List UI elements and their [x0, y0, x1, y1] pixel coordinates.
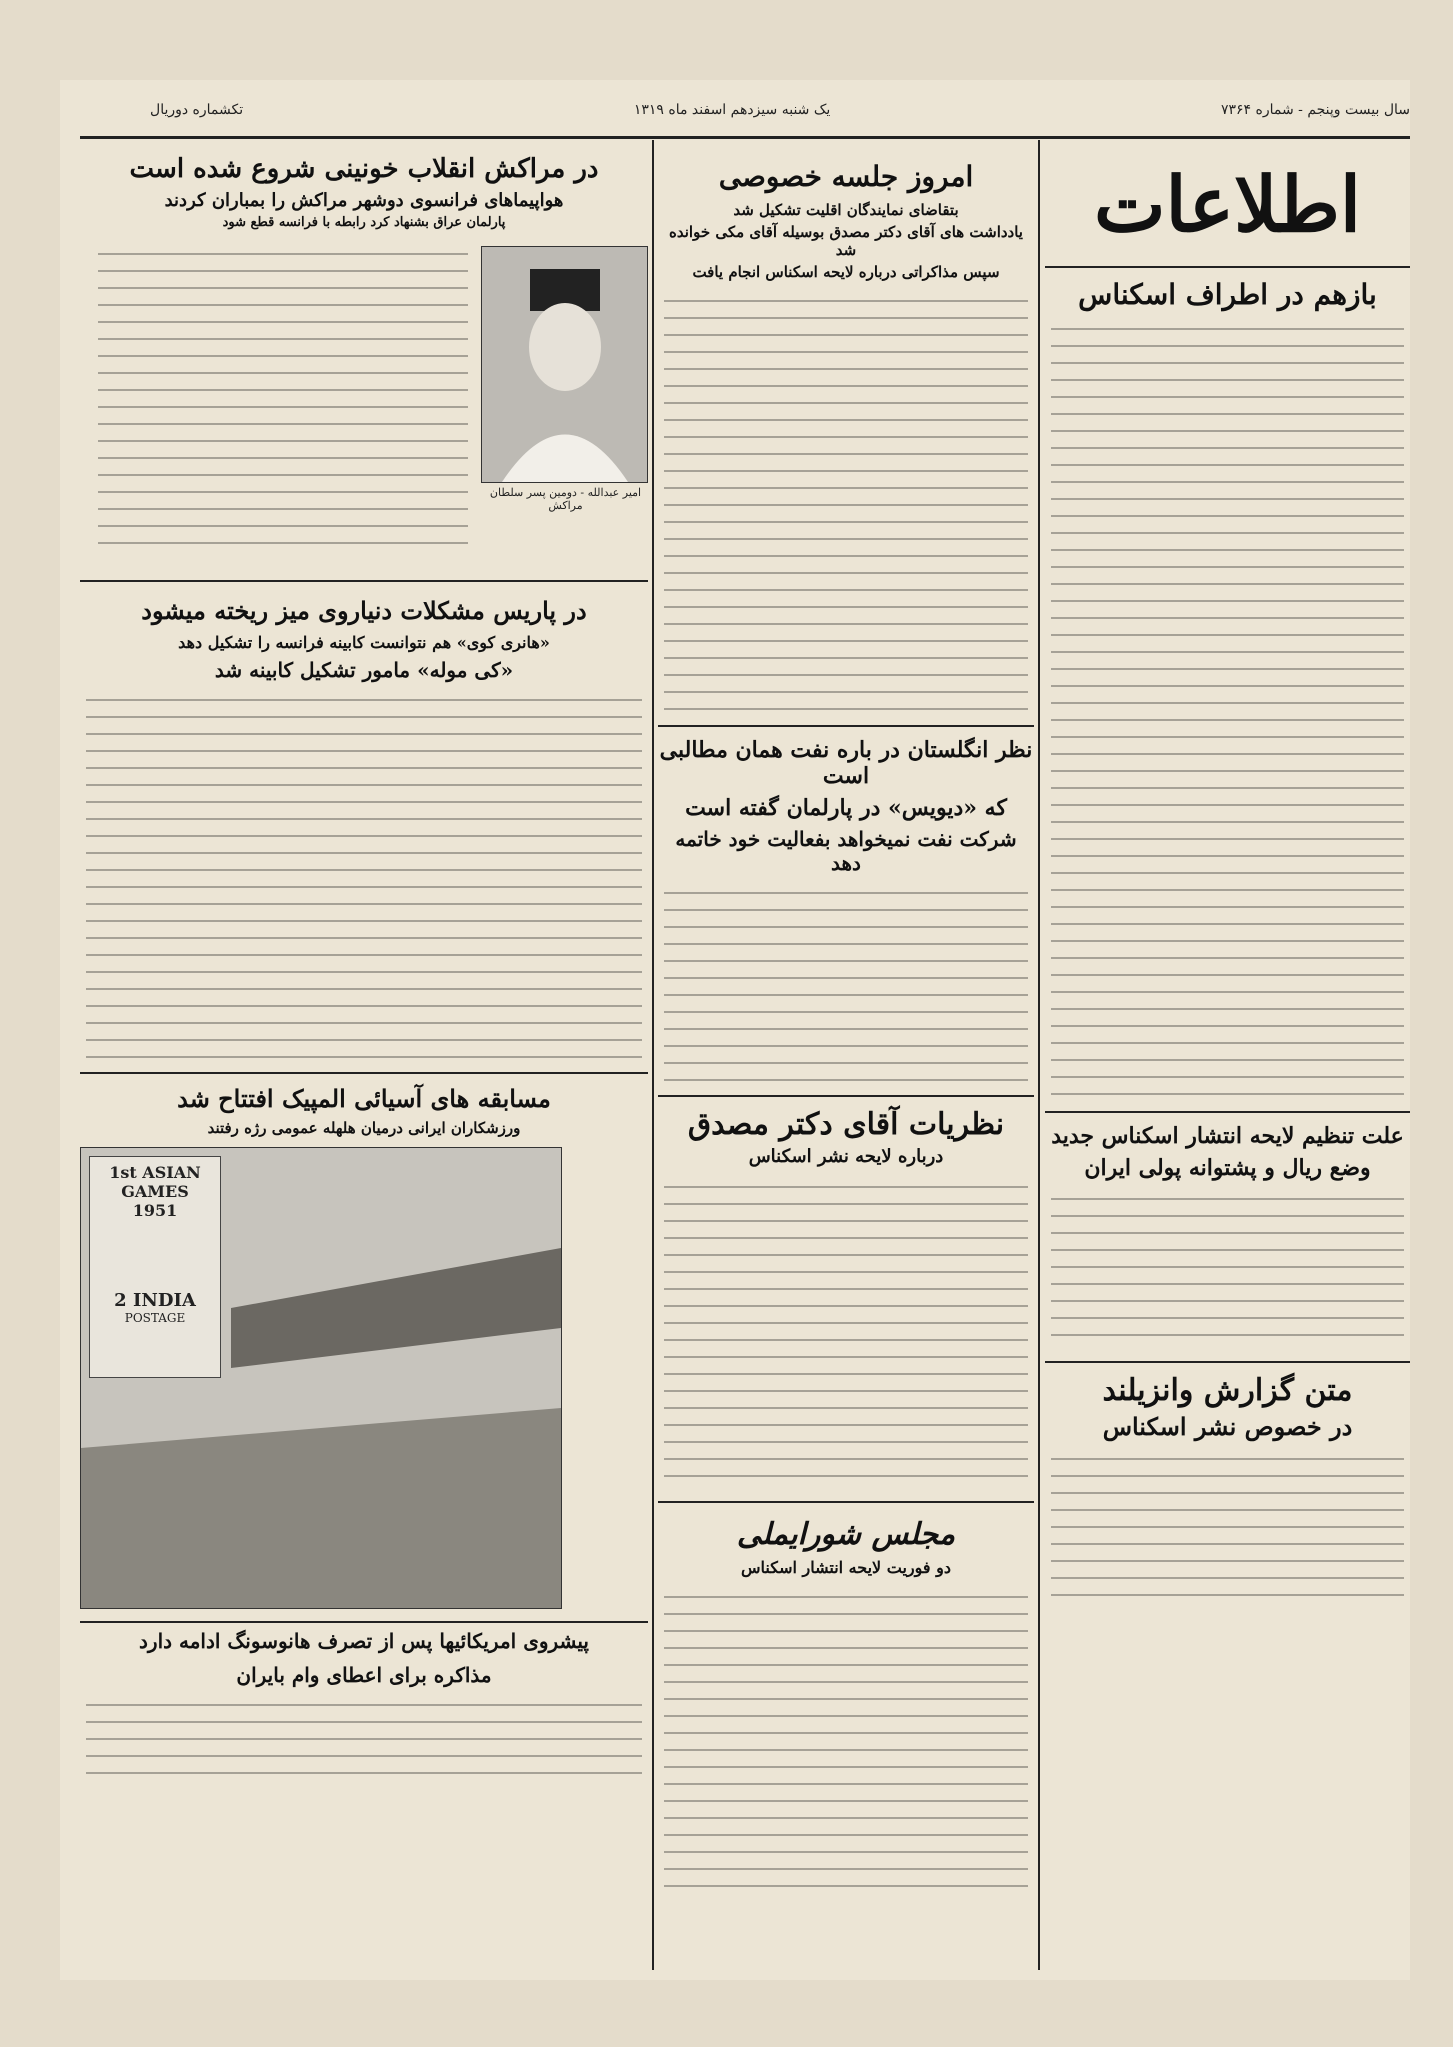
article-body [664, 885, 1028, 1085]
article-body [1051, 1191, 1404, 1351]
stamp-postage: POSTAGE [124, 1311, 186, 1325]
issue-date: یک شنبه سیزدهم اسفند ماه ۱۳۱۹ [633, 102, 831, 118]
divider [658, 1501, 1034, 1503]
center-sub-3: سپس مذاکراتی درباره لایحه اسکناس انجام یافت [692, 263, 1000, 281]
stamp-title: 1st ASIAN GAMES [109, 1163, 201, 1201]
vanzeeland-sub: در خصوص نشر اسکناس [1102, 1412, 1353, 1441]
stamp-year: 1951 [132, 1201, 178, 1220]
divider [658, 1095, 1034, 1097]
divider [1045, 266, 1410, 268]
right-headline: بازهم در اطراف اسکناس [1078, 278, 1377, 311]
center-sub-2: یادداشت های آقای دکتر مصدق بوسیله آقای مکی خوانده شد [669, 223, 1023, 259]
morocco-block [80, 236, 648, 576]
article-body [1051, 1451, 1404, 1601]
stamp-country: INDIA [132, 1290, 196, 1311]
article-body [664, 1589, 1028, 1889]
oil-headline: نظر انگلستان در باره نفت همان مطالبی است [659, 737, 1033, 789]
divider [80, 580, 648, 582]
article-body [86, 1697, 642, 1777]
morocco-headline: در مراکش انقلاب خونینی شروع شده است [129, 154, 599, 184]
korea-headline: پیشروی امریکائیها پس از تصرف هانوسونگ ادامه دارد [139, 1629, 589, 1653]
oil-headline-2: که «دیویس» در پارلمان گفته است [685, 795, 1007, 821]
issue-price: تکشماره دوریال [150, 102, 244, 118]
majlis-title: مجلس شورایملی [736, 1517, 956, 1552]
mosaddegh-sub: درباره لایحه نشر اسکناس [748, 1146, 944, 1167]
center-headline: امروز جلسه خصوصی [718, 160, 974, 193]
article-body [98, 246, 468, 546]
torch-icon [90, 1220, 220, 1290]
center-sub-1: بتقاضای نمایندگان اقلیت تشکیل شد [733, 201, 959, 219]
morocco-sub-2: پارلمان عراق بشنهاد کرد رابطه با فرانسه قطع شود [222, 215, 506, 230]
divider [1045, 1111, 1410, 1113]
right-subhead-2: وضع ریال و پشتوانه پولی ایران [1084, 1155, 1371, 1181]
divider [80, 1072, 648, 1074]
column-divider [1038, 140, 1040, 1970]
mosaddegh-headline: نظریات آقای دکتر مصدق [687, 1107, 1005, 1142]
divider [1045, 1361, 1410, 1363]
majlis-sub: دو فوریت لایحه انتشار اسکناس [741, 1558, 951, 1577]
header-rule [80, 136, 1410, 139]
morocco-sub: هواپیماهای فرانسوی دوشهر مراکش را بمباران کردند [164, 190, 564, 211]
paris-headline: در پاریس مشکلات دنیاروی میز ریخته میشود [141, 596, 587, 625]
stamp-country-row [90, 1290, 220, 1311]
loan-headline: مذاکره برای اعطای وام بایران [236, 1663, 492, 1687]
stamp-value: 2 [114, 1290, 127, 1311]
photo-caption: امیر عبدالله - دومین پسر سلطان مراکش [489, 486, 642, 512]
asia-sub: ورزشکاران ایرانی درمیان هلهله عمومی رژه رفتند [207, 1119, 521, 1137]
right-column [1045, 140, 1410, 1980]
article-body [1051, 321, 1404, 1101]
india-stamp [89, 1156, 221, 1378]
stadium-photo [80, 1147, 562, 1609]
asia-headline: مسابقه های آسیائی المپیک افتتاح شد [177, 1084, 551, 1113]
masthead-title: اطلاعات [1093, 160, 1361, 249]
left-column [80, 140, 648, 1980]
asian-games-block [80, 1147, 648, 1617]
article-body [664, 1179, 1028, 1489]
column-divider [652, 140, 654, 1970]
paris-sub-2: «کی موله» مامور تشکیل کابینه شد [214, 658, 514, 682]
prince-photo [481, 246, 648, 483]
article-body [86, 692, 642, 1062]
right-subhead: علت تنظیم لایحه انتشار اسکناس جدید [1051, 1123, 1404, 1149]
portrait-icon [482, 247, 647, 482]
center-column [658, 140, 1034, 1980]
divider [658, 725, 1034, 727]
paris-sub: «هانری کوی» هم نتوانست کابینه فرانسه را تشکیل دهد [178, 633, 550, 652]
vanzeeland-title: متن گزارش وانزیلند [1102, 1373, 1353, 1408]
issue-header [150, 102, 1410, 124]
divider [80, 1621, 648, 1623]
article-body [664, 293, 1028, 713]
issue-number: سال بیست وپنجم - شماره ۷۳۶۴ [1220, 102, 1410, 118]
oil-headline-3: شرکت نفت نمیخواهد بفعالیت خود خاتمه دهد [675, 827, 1017, 875]
